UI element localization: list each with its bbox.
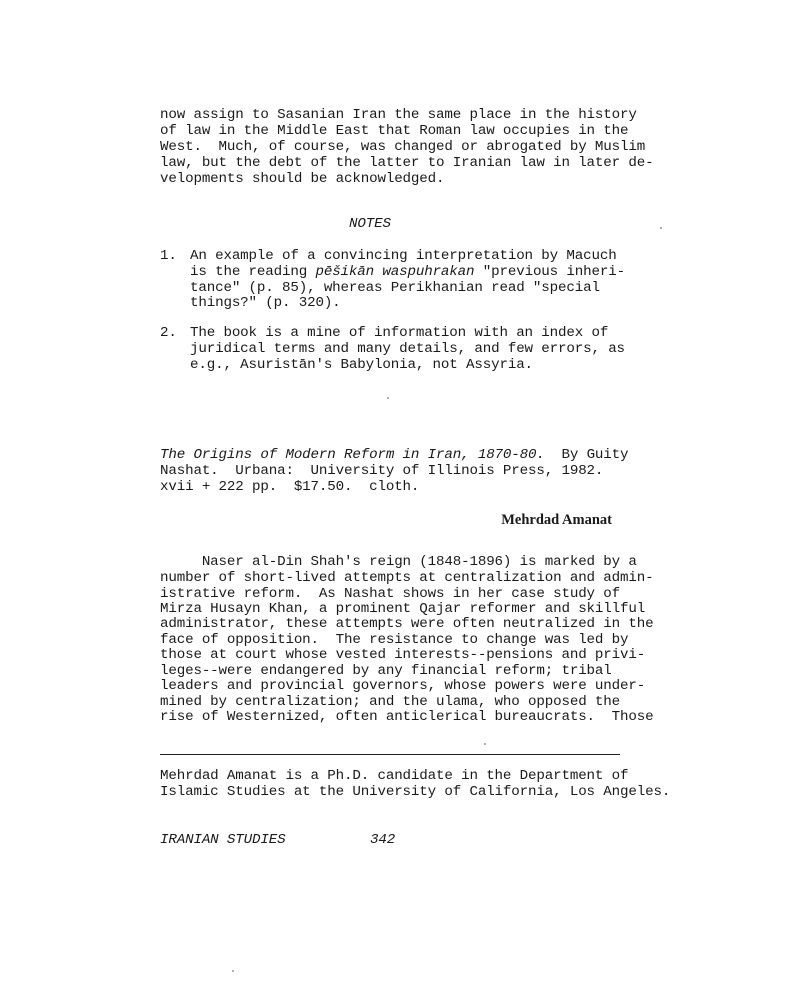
footnote-line: Mehrdad Amanat is a Ph.D. candidate in the Department of: [160, 768, 629, 784]
scan-speck: [660, 227, 662, 229]
note-number: 2.: [160, 325, 177, 341]
note-text: is the reading: [190, 264, 316, 280]
footnote-line: Islamic Studies at the University of California, Los Angeles.: [160, 784, 671, 800]
text-line: rise of Westernized, often anticlerical bureaucrats. Those: [160, 709, 654, 725]
text-line: leaders and provincial governors, whose powers were under-: [160, 678, 646, 694]
reviewer-name: Mehrdad Amanat: [501, 512, 612, 528]
text-line: Mirza Husayn Khan, a prominent Qajar reformer and skillful: [160, 601, 646, 617]
text-line: those at court whose vested interests--pensions and privi-: [160, 647, 646, 663]
scan-speck: [387, 397, 389, 399]
text-line: velopments should be acknowledged.: [160, 171, 445, 187]
citation-line: Nashat. Urbana: University of Illinois Press, 1982.: [160, 463, 604, 479]
note-line: e.g., Asuristān's Babylonia, not Assyria.: [190, 357, 533, 373]
note-number: 1.: [160, 248, 177, 264]
footnote-divider: [160, 754, 620, 755]
note-line: [190, 265, 625, 281]
note-line: An example of a convincing interpretation by Macuch: [190, 248, 617, 264]
text-line: Naser al-Din Shah's reign (1848-1896) is marked by a: [160, 554, 637, 570]
text-line: leges--were endangered by any financial reform; tribal: [160, 663, 612, 679]
citation-line: xvii + 222 pp. $17.50. cloth.: [160, 479, 420, 495]
page-number: 342: [370, 832, 396, 848]
book-title: The Origins of Modern Reform in Iran, 1870-80.: [160, 447, 545, 463]
text-line: of law in the Middle East that Roman law occupies in the: [160, 123, 629, 139]
note-line: tance" (p. 85), whereas Perikhanian read "special: [190, 280, 600, 296]
text-line: istrative reform. As Nashat shows in her case study of: [160, 586, 621, 602]
note-text: "previous inheri-: [474, 264, 625, 280]
text-line: face of opposition. The resistance to change was led by: [160, 632, 629, 648]
note-line: things?" (p. 320).: [190, 295, 341, 311]
notes-heading: NOTES: [349, 216, 391, 232]
text-line: law, but the debt of the latter to Iranian law in later de-: [160, 155, 654, 171]
text-line: administrator, these attempts were often neutralized in the: [160, 616, 654, 632]
citation-text: By Guity: [544, 447, 629, 463]
text-line: now assign to Sasanian Iran the same place in the history: [160, 107, 637, 123]
scan-speck: [232, 970, 234, 972]
text-line: mined by centralization; and the ulama, who opposed the: [160, 694, 621, 710]
note-line: juridical terms and many details, and few errors, as: [190, 341, 625, 357]
text-line: number of short-lived attempts at centralization and admin-: [160, 570, 654, 586]
note-italic-term: pēšikān waspuhrakan: [315, 264, 475, 280]
text-line: West. Much, of course, was changed or abrogated by Muslim: [160, 139, 646, 155]
citation-line: [160, 448, 628, 464]
note-line: The book is a mine of information with an index of: [190, 325, 609, 341]
journal-name: IRANIAN STUDIES: [160, 832, 286, 848]
scan-speck: [484, 743, 486, 745]
